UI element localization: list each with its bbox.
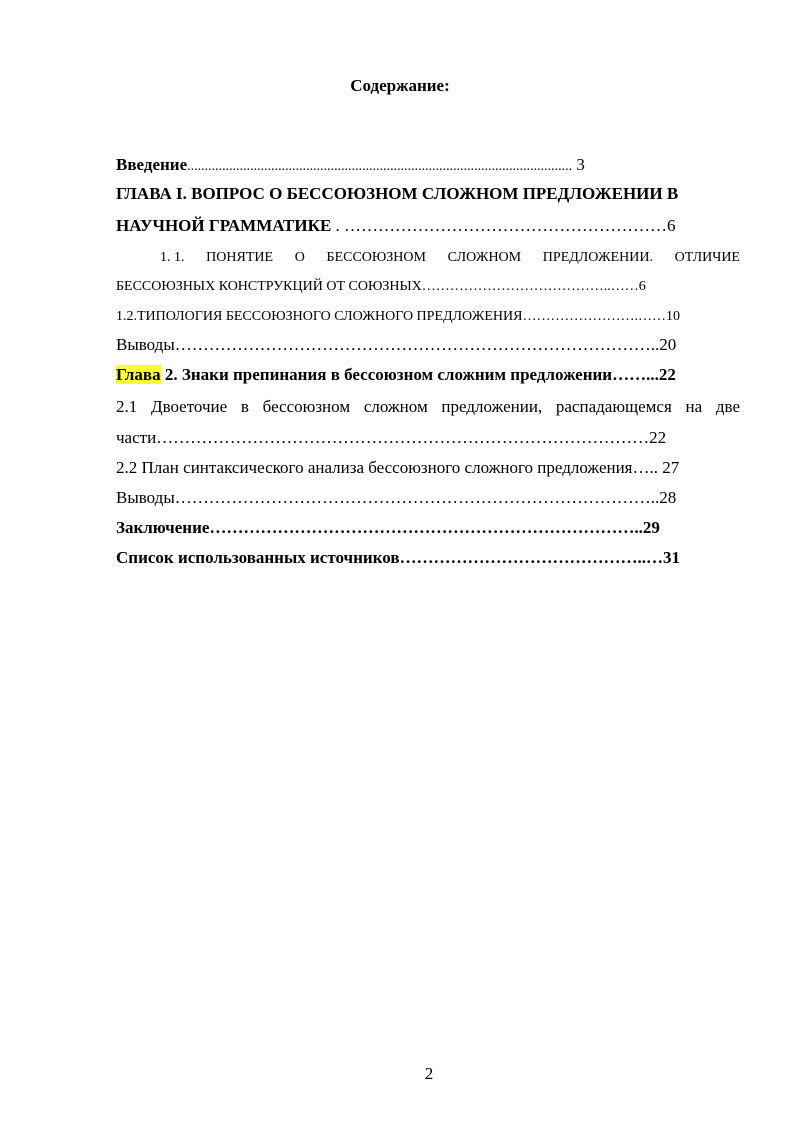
toc-word: СЛОЖНОМ [447, 250, 522, 265]
toc-leader: …………………………………..…… [421, 279, 639, 294]
page-title: Содержание: [350, 76, 450, 95]
toc-word: сложном [363, 397, 428, 416]
toc-entry-section21-line2[interactable] [116, 427, 740, 449]
toc-label: БЕССОЮЗНЫХ КОНСТРУКЦИЙ ОТ СОЮЗНЫХ [116, 279, 422, 294]
toc-word: две [715, 397, 740, 416]
toc-page-number: 28 [659, 488, 677, 507]
toc-entry-sources[interactable] [116, 547, 740, 569]
highlighted-word: Глава [116, 365, 161, 384]
toc-word: предложении, [441, 397, 543, 416]
toc-leader: . ………………………………………………… [331, 216, 668, 235]
toc-page-number: 27 [662, 458, 680, 477]
toc-entry-chapter2[interactable] [116, 364, 740, 386]
toc-entry-conclusion[interactable] [116, 517, 740, 539]
toc-leader: ………………………………………………………………………….. [174, 488, 660, 507]
toc-leader: .............................................................................................................. [187, 159, 573, 174]
toc-word: БЕССОЮЗНОМ [326, 250, 426, 265]
toc-word: О [294, 250, 305, 265]
toc-page-number: 29 [642, 518, 660, 537]
toc-word: Двоеточие [150, 397, 228, 416]
toc-label: Выводы [116, 335, 175, 354]
toc-label: ГЛАВА I. ВОПРОС О БЕССОЮЗНОМ СЛОЖНОМ ПРЕДЛОЖЕНИИ В [116, 184, 679, 203]
toc-word: распадающемся [555, 397, 672, 416]
toc-entry-conclusions1[interactable] [116, 334, 740, 356]
toc-label: Список использованных источников [116, 548, 400, 567]
toc-word: ПРЕДЛОЖЕНИИ. [542, 250, 653, 265]
toc-label: Заключение [116, 518, 210, 537]
toc-entry-section11-line2[interactable] [116, 276, 740, 298]
toc-label: Введение [116, 155, 188, 174]
toc-entry-chapter1-line2[interactable] [116, 215, 740, 237]
toc-word: 2.1 [116, 397, 138, 416]
toc-leader: …………………….…… [522, 309, 666, 324]
toc-page-number: 3 [576, 155, 585, 174]
toc-word: ПОНЯТИЕ [206, 250, 274, 265]
toc-leader: …………………………………………………………………………… [156, 428, 650, 447]
toc-label: части [116, 428, 157, 447]
toc-entry-chapter1-line1[interactable] [116, 183, 740, 205]
toc-leader: ………………………………………………………………………….. [174, 335, 660, 354]
toc-page-number: 10 [665, 309, 680, 324]
toc-word: в [240, 397, 249, 416]
toc-word: 1. 1. [160, 250, 185, 265]
toc-entry-section12[interactable] [116, 306, 740, 328]
toc-page-number: 6 [667, 216, 676, 235]
toc-page-number: 22 [658, 365, 676, 384]
toc-label: 2.2 План синтаксического анализа бессоюзного сложного предложения [116, 458, 633, 477]
toc-label: Выводы [116, 488, 175, 507]
toc-page-number: 22 [649, 428, 667, 447]
toc-entry-section11-line1[interactable] [160, 247, 740, 269]
toc-entry-section21-line1[interactable] [116, 396, 740, 418]
page-number: 2 [424, 1064, 434, 1083]
toc-entry-conclusions2[interactable] [116, 487, 740, 509]
toc-label: 1.2.ТИПОЛОГИЯ БЕССОЮЗНОГО СЛОЖНОГО ПРЕДЛОЖЕНИЯ [116, 309, 523, 324]
toc-page-number: 20 [659, 335, 677, 354]
toc-label: 2. Знаки препинания в бессоюзном сложним предложении……... [160, 365, 659, 384]
toc-label: НАУЧНОЙ ГРАММАТИКЕ [116, 216, 332, 235]
toc-word: ОТЛИЧИЕ [674, 250, 740, 265]
toc-word: на [685, 397, 703, 416]
toc-word: бессоюзном [262, 397, 351, 416]
toc-entry-section22[interactable] [116, 457, 740, 479]
toc-leader: ….. [632, 458, 663, 477]
toc-leader: ……………………………………..… [399, 548, 664, 567]
toc-leader: ………………………………………………………………….. [209, 518, 643, 537]
toc-page-number: 31 [663, 548, 681, 567]
toc-entry-intro[interactable] [116, 154, 740, 178]
toc-page-number: 6 [638, 279, 646, 294]
